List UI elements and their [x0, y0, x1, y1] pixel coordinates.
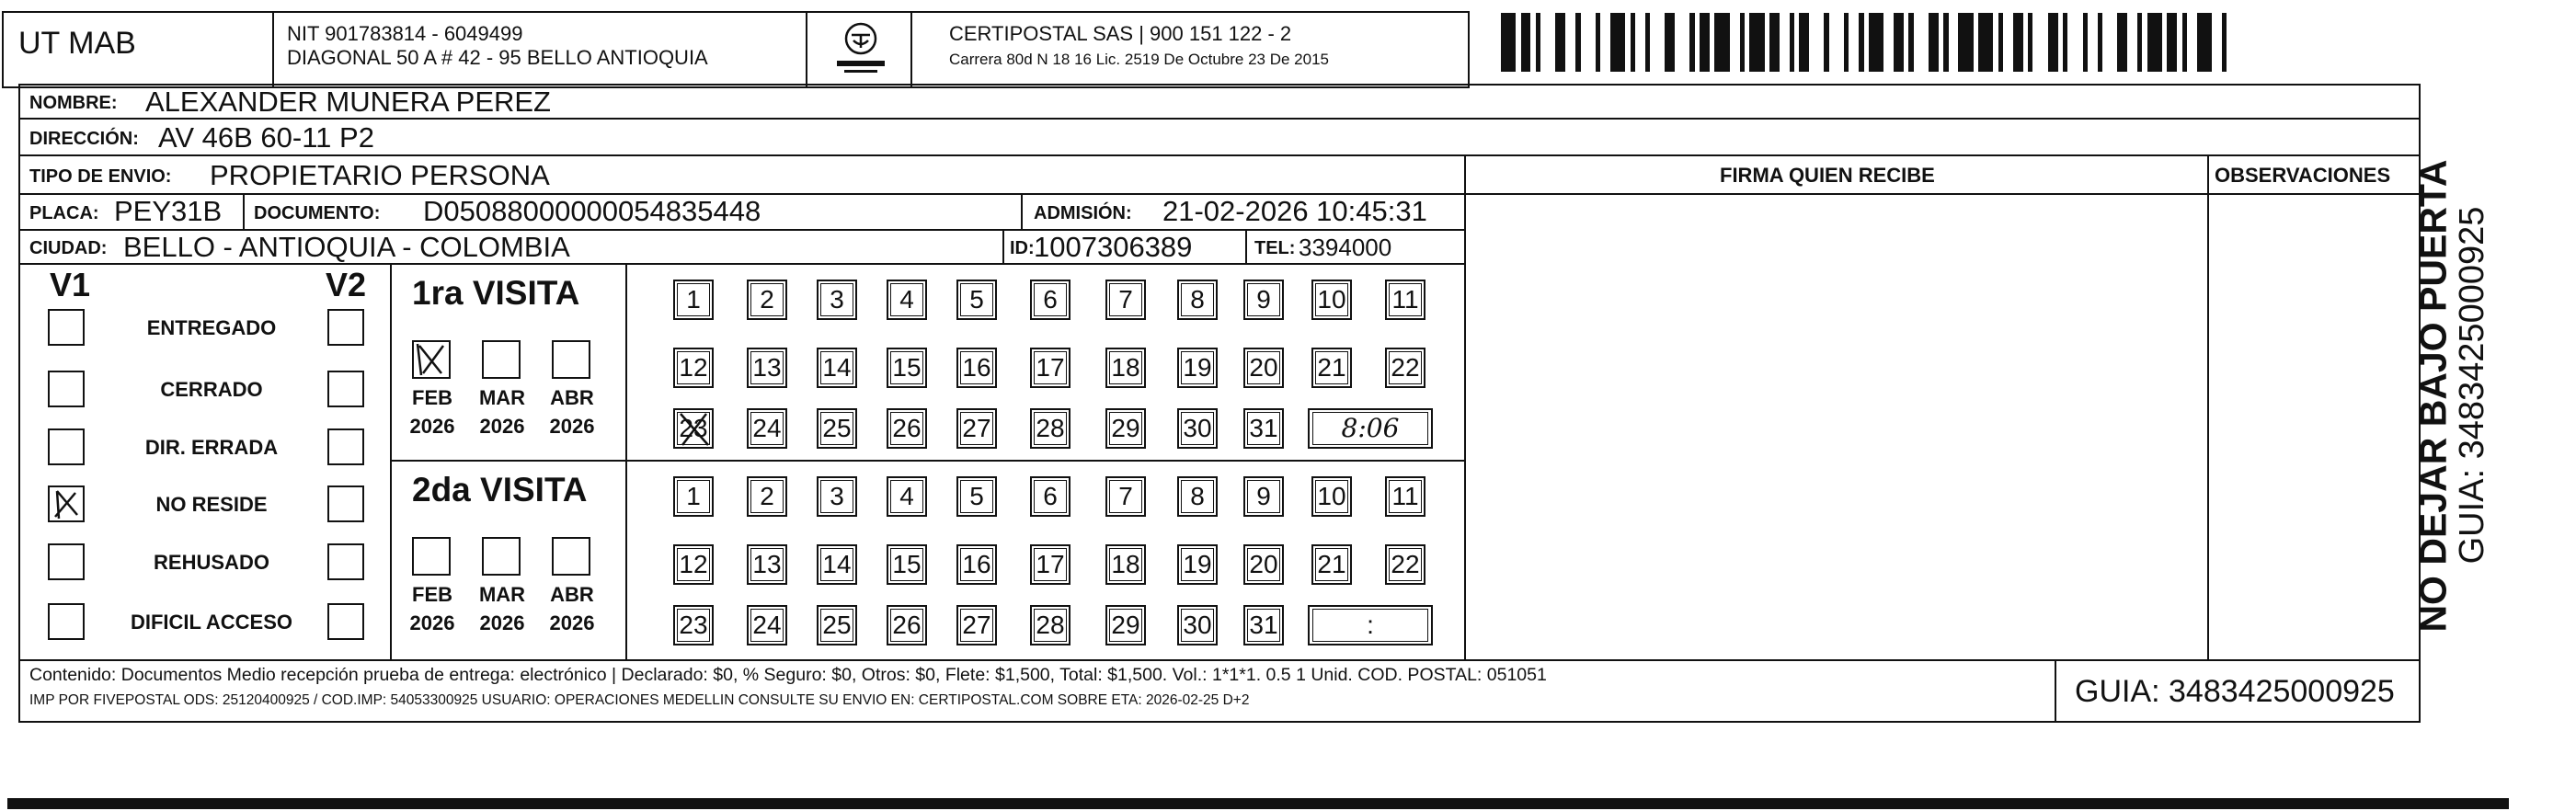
day-number: 10: [1315, 283, 1348, 316]
day-box[interactable]: [1311, 476, 1352, 517]
day-number: 20: [1247, 548, 1280, 581]
v2-check[interactable]: [327, 485, 364, 522]
day-number: 15: [890, 548, 923, 581]
day-box[interactable]: [887, 348, 927, 388]
barcode-bar: [1675, 13, 1689, 72]
day-number: 18: [1109, 548, 1142, 581]
barcode-bar: [1521, 13, 1531, 72]
documento-value: D05088000000054835448: [423, 195, 761, 227]
barcode-bar: [1829, 13, 1844, 72]
day-box[interactable]: [956, 408, 997, 449]
cross-mark: [673, 408, 714, 449]
day-number: 5: [960, 283, 993, 316]
tel-label: TEL:: [1254, 238, 1296, 258]
day-number: 16: [960, 548, 993, 581]
day-box[interactable]: [747, 544, 787, 585]
v2-check[interactable]: [327, 309, 364, 346]
day-number: 1: [677, 480, 710, 513]
day-number: 28: [1034, 609, 1067, 642]
v1-check[interactable]: [48, 603, 85, 640]
barcode-bar: [1869, 13, 1883, 72]
day-number: 30: [1181, 412, 1214, 445]
day-number: 14: [820, 351, 853, 384]
barcode-bar: [2212, 13, 2222, 72]
ciudad-value: BELLO - ANTIOQUIA - COLOMBIA: [123, 231, 570, 263]
barcode-bar: [1540, 13, 1555, 72]
day-box[interactable]: [1243, 544, 1284, 585]
day-number: 19: [1181, 351, 1214, 384]
day-box[interactable]: [887, 605, 927, 645]
day-box[interactable]: [1030, 348, 1070, 388]
v2-check[interactable]: [327, 371, 364, 407]
day-box[interactable]: [1105, 280, 1146, 320]
day-box[interactable]: [1243, 348, 1284, 388]
observaciones-header: OBSERVACIONES: [2215, 164, 2391, 187]
day-number: 27: [960, 609, 993, 642]
id-label: ID:: [1010, 238, 1035, 258]
day-box[interactable]: [1311, 280, 1352, 320]
reason-label: DIFICIL ACCESO: [130, 611, 292, 634]
day-box[interactable]: [1177, 476, 1218, 517]
day-number: 31: [1247, 609, 1280, 642]
day-box[interactable]: [817, 408, 857, 449]
day-box[interactable]: [747, 605, 787, 645]
day-number: 9: [1247, 283, 1280, 316]
month-label: [535, 386, 609, 439]
month-year: 2026: [479, 415, 525, 439]
ciudad-label: CIUDAD:: [29, 238, 108, 258]
day-number: 3: [820, 283, 853, 316]
month-year: 2026: [479, 611, 525, 635]
month-check[interactable]: [412, 340, 451, 379]
id-value: 1007306389: [1034, 231, 1193, 263]
day-number: 9: [1247, 480, 1280, 513]
month-year: 2026: [549, 415, 595, 439]
day-box[interactable]: [887, 544, 927, 585]
barcode-bar: [2147, 13, 2162, 72]
day-box[interactable]: [817, 476, 857, 517]
day-box[interactable]: [956, 348, 997, 388]
placa-value: PEY31B: [114, 195, 223, 227]
tel-value: 3394000: [1299, 234, 1392, 261]
day-box[interactable]: [1177, 408, 1218, 449]
day-box[interactable]: [1030, 408, 1070, 449]
month-check[interactable]: [412, 537, 451, 576]
barcode-bar: [1958, 13, 1973, 72]
barcode-bar: [1565, 13, 1575, 72]
day-box[interactable]: [1105, 408, 1146, 449]
day-box[interactable]: [1105, 544, 1146, 585]
side-labels: [2411, 85, 2573, 719]
barcode-bar: [1581, 13, 1596, 72]
day-box[interactable]: [1030, 280, 1070, 320]
day-box[interactable]: [1177, 280, 1218, 320]
day-box[interactable]: [673, 605, 714, 645]
barcode-bar: [2102, 13, 2117, 72]
day-number: 30: [1181, 609, 1214, 642]
day-box[interactable]: [1030, 544, 1070, 585]
day-number: 25: [820, 412, 853, 445]
v1-check[interactable]: [48, 371, 85, 407]
day-box[interactable]: [1177, 544, 1218, 585]
day-box[interactable]: [1243, 408, 1284, 449]
day-number: 2: [750, 480, 784, 513]
barcode-bar: [1849, 13, 1859, 72]
barcode-bar: [1929, 13, 1939, 72]
day-number: 28: [1034, 412, 1067, 445]
day-number: 3: [820, 480, 853, 513]
v1-check[interactable]: [48, 428, 85, 465]
barcode-bar: [1749, 13, 1764, 72]
month-check[interactable]: [552, 537, 590, 576]
tracking-barcode: [1501, 13, 2242, 72]
month-label: [535, 583, 609, 635]
reason-label: CERRADO: [160, 378, 263, 401]
barcode-bar: [2227, 13, 2241, 72]
barcode-bar: [1894, 13, 1904, 72]
month-name: MAR: [478, 583, 526, 606]
v1-check[interactable]: [48, 309, 85, 346]
month-check[interactable]: [482, 537, 521, 576]
day-box[interactable]: [1105, 476, 1146, 517]
v2-check[interactable]: [327, 543, 364, 580]
day-box[interactable]: [1385, 476, 1425, 517]
placa-label: PLACA:: [29, 203, 99, 223]
day-number: 1: [677, 283, 710, 316]
day-number: 12: [677, 351, 710, 384]
day-box[interactable]: [747, 280, 787, 320]
day-number: 19: [1181, 548, 1214, 581]
day-number: 29: [1109, 609, 1142, 642]
reason-label: NO RESIDE: [155, 493, 268, 516]
day-number: 6: [1034, 480, 1067, 513]
barcode-bar: [1883, 13, 1894, 72]
day-number: 8: [1181, 283, 1214, 316]
day-box[interactable]: [1243, 476, 1284, 517]
sender-nit: NIT 901783814 - 6049499: [287, 22, 523, 45]
day-box[interactable]: [673, 348, 714, 388]
day-number: 18: [1109, 351, 1142, 384]
day-box[interactable]: [956, 544, 997, 585]
month-label: [395, 583, 469, 635]
day-number: 10: [1315, 480, 1348, 513]
day-number: 15: [890, 351, 923, 384]
bottom-rule: [7, 798, 2509, 809]
day-box[interactable]: [817, 605, 857, 645]
v1-header: V1: [50, 266, 91, 303]
day-box[interactable]: [1385, 280, 1425, 320]
month-name: FEB: [412, 583, 452, 606]
barcode-bar: [2088, 13, 2098, 72]
day-number: 8: [1181, 480, 1214, 513]
footer-imp: IMP POR FIVEPOSTAL ODS: 25120400925 / COD.IMP: 54053300925 USUARIO: OPERACIONES MEDELLIN CONSULTE SU ENVIO EN: CERTIPOSTAL.COM SOBRE ETA: 2026-02-25 D+2: [29, 692, 1250, 708]
day-box[interactable]: [817, 280, 857, 320]
day-number: 26: [890, 609, 923, 642]
day-box[interactable]: [747, 348, 787, 388]
day-number: 11: [1389, 480, 1422, 513]
day-box[interactable]: [956, 280, 997, 320]
barcode-bar: [2013, 13, 2023, 72]
side-guia: GUIA: 3483425000925: [2453, 206, 2491, 565]
day-box[interactable]: [817, 348, 857, 388]
barcode-bar: [1949, 13, 1959, 72]
day-box[interactable]: [747, 476, 787, 517]
month-name: MAR: [478, 386, 526, 409]
barcode-bar: [2048, 13, 2058, 72]
day-box[interactable]: [887, 280, 927, 320]
month-year: 2026: [549, 611, 595, 635]
day-number: 24: [750, 412, 784, 445]
month-year: 2026: [409, 611, 455, 635]
day-box[interactable]: [887, 476, 927, 517]
day-number: 12: [677, 548, 710, 581]
v2-check[interactable]: [327, 428, 364, 465]
tipo-label: TIPO DE ENVIO:: [29, 166, 172, 187]
day-box[interactable]: [1105, 605, 1146, 645]
day-number: 20: [1247, 351, 1280, 384]
day-box[interactable]: [673, 280, 714, 320]
month-label: [465, 386, 539, 439]
day-number: 21: [1315, 351, 1348, 384]
day-box[interactable]: [673, 476, 714, 517]
barcode-bar: [2067, 13, 2082, 72]
day-box[interactable]: [1311, 348, 1352, 388]
day-number: 24: [750, 609, 784, 642]
day-number: 7: [1109, 480, 1142, 513]
day-number: 16: [960, 351, 993, 384]
day-number: 13: [750, 548, 784, 581]
day-box[interactable]: [1177, 605, 1218, 645]
month-name: ABR: [550, 583, 594, 606]
v2-header: V2: [326, 266, 367, 303]
day-number: 25: [820, 609, 853, 642]
visit-title: 2da VISITA: [412, 471, 588, 508]
day-box[interactable]: [1385, 544, 1425, 585]
carrier-license: Carrera 80d N 18 16 Lic. 2519 De Octubre 23 De 2015: [949, 51, 1329, 68]
day-number: 13: [750, 351, 784, 384]
barcode-bar: [1730, 13, 1740, 72]
nombre-label: NOMBRE:: [29, 93, 118, 113]
v1-check[interactable]: [48, 485, 85, 522]
day-number: 17: [1034, 548, 1067, 581]
firma-header: FIRMA QUIEN RECIBE: [1720, 164, 1935, 187]
reason-label: DIR. ERRADA: [144, 436, 279, 459]
day-number: 31: [1247, 412, 1280, 445]
day-number: 11: [1389, 283, 1422, 316]
carrier-name: CERTIPOSTAL SAS | 900 151 122 - 2: [949, 22, 1292, 45]
barcode-bar: [1610, 13, 1625, 72]
barcode-bar: [1714, 13, 1729, 72]
month-label: [395, 386, 469, 439]
month-label: [465, 583, 539, 635]
day-number: 27: [960, 412, 993, 445]
side-warning: NO DEJAR BAJO PUERTA: [2411, 159, 2455, 633]
month-name: ABR: [550, 386, 594, 409]
barcode-bar: [1780, 13, 1790, 72]
barcode-bar: [1635, 13, 1645, 72]
day-number: 26: [890, 412, 923, 445]
day-box[interactable]: [1030, 605, 1070, 645]
day-box[interactable]: [673, 408, 714, 449]
day-number: 23: [677, 609, 710, 642]
day-box[interactable]: [1030, 476, 1070, 517]
tipo-value: PROPIETARIO PERSONA: [210, 159, 550, 191]
day-number: 5: [960, 480, 993, 513]
v2-check[interactable]: [327, 603, 364, 640]
day-number: 17: [1034, 351, 1067, 384]
barcode-bar: [2117, 13, 2127, 72]
day-box[interactable]: [673, 544, 714, 585]
reason-label: REHUSADO: [154, 551, 269, 574]
barcode-bar: [1665, 13, 1675, 72]
day-number: 14: [820, 548, 853, 581]
barcode-bar: [1600, 13, 1610, 72]
barcode-bar: [2167, 13, 2177, 72]
barcode-bar: [1700, 13, 1710, 72]
day-box[interactable]: [1243, 605, 1284, 645]
barcode-bar: [2187, 13, 2197, 72]
day-box[interactable]: [747, 408, 787, 449]
day-box[interactable]: [1177, 348, 1218, 388]
day-box[interactable]: [887, 408, 927, 449]
barcode-bar: [2197, 13, 2212, 72]
day-number: 4: [890, 283, 923, 316]
documento-label: DOCUMENTO:: [254, 203, 381, 223]
day-number: 6: [1034, 283, 1067, 316]
nombre-value: ALEXANDER MUNERA PEREZ: [145, 86, 551, 118]
barcode-bar: [1914, 13, 1929, 72]
day-number: 29: [1109, 412, 1142, 445]
month-check[interactable]: [552, 340, 590, 379]
day-number: 7: [1109, 283, 1142, 316]
visit-title: 1ra VISITA: [412, 274, 580, 312]
visit-time: 8:06: [1312, 412, 1428, 445]
barcode-bar: [1769, 13, 1780, 72]
day-number: 23: [677, 412, 710, 445]
day-number: 21: [1315, 548, 1348, 581]
day-box[interactable]: [1105, 348, 1146, 388]
day-number: 4: [890, 480, 923, 513]
barcode-bar: [1650, 13, 1665, 72]
company-name: UT MAB: [18, 26, 136, 61]
barcode-bar: [1978, 13, 1993, 72]
v1-check[interactable]: [48, 543, 85, 580]
month-year: 2026: [409, 415, 455, 439]
day-box[interactable]: [1385, 348, 1425, 388]
day-box[interactable]: [956, 476, 997, 517]
direccion-label: DIRECCIÓN:: [29, 129, 139, 149]
footer-guia: GUIA: 3483425000925: [2075, 674, 2395, 709]
barcode-bar: [1799, 13, 1809, 72]
day-number: 2: [750, 283, 784, 316]
certipostal-logo: [833, 20, 888, 79]
day-box[interactable]: [1311, 544, 1352, 585]
day-number: 22: [1389, 548, 1422, 581]
barcode-bar: [1809, 13, 1824, 72]
admision-label: ADMISIÓN:: [1034, 203, 1132, 223]
day-box[interactable]: [956, 605, 997, 645]
month-check[interactable]: [482, 340, 521, 379]
reason-label: ENTREGADO: [146, 316, 277, 339]
admision-value: 21-02-2026 10:45:31: [1162, 195, 1427, 227]
barcode-bar: [1501, 13, 1516, 72]
barcode-bar: [2127, 13, 2137, 72]
barcode-bar: [2032, 13, 2047, 72]
day-box[interactable]: [817, 544, 857, 585]
barcode-bar: [2003, 13, 2013, 72]
sender-address: DIAGONAL 50 A # 42 - 95 BELLO ANTIOQUIA: [287, 46, 708, 69]
day-box[interactable]: [1243, 280, 1284, 320]
visit-time: :: [1312, 609, 1428, 642]
month-name: FEB: [412, 386, 452, 409]
time-box[interactable]: [1308, 605, 1433, 645]
time-box[interactable]: [1308, 408, 1433, 449]
day-number: 22: [1389, 351, 1422, 384]
direccion-value: AV 46B 60-11 P2: [158, 121, 374, 154]
barcode-bar: [1555, 13, 1565, 72]
footer-contenido: Contenido: Documentos Medio recepción prueba de entrega: electrónico | Declarado: $0, % Seguro: $0, Otros: $0, Flete: $1,500, Total: $1,500. Vol.: 1*1*1. 0.5 1 Unid. COD. POSTAL: 051051: [29, 665, 1547, 685]
